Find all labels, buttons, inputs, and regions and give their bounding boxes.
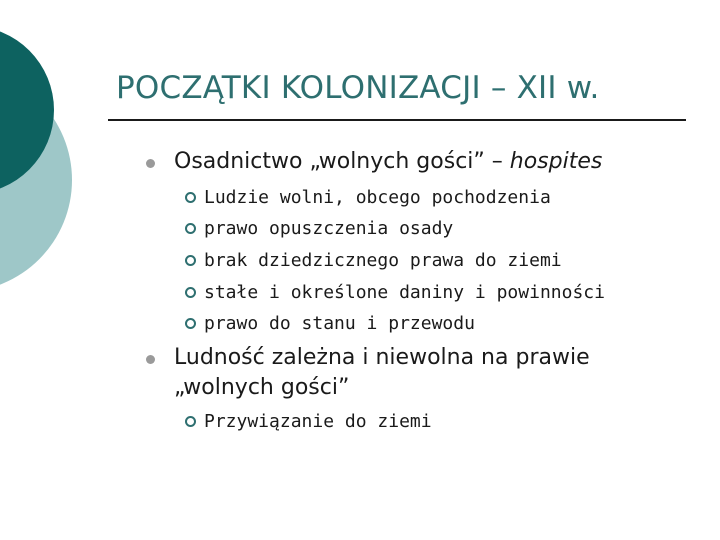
ring-bullet-icon <box>185 318 196 329</box>
bullet-1-italic: hospites <box>509 149 603 174</box>
sub-bullet-2-1 <box>204 411 432 433</box>
slide-title: POCZĄTKI KOLONIZACJI – XII w. <box>116 70 600 106</box>
bullet-dot-icon <box>146 355 155 364</box>
sub-bullet-text: brak dziedzicznego prawa do ziemi <box>204 250 562 271</box>
title-underline <box>108 119 686 121</box>
ring-bullet-icon <box>185 255 196 266</box>
sub-bullet-text: prawo opuszczenia osady <box>204 218 454 239</box>
bullet-2-text: Ludność zależna i niewolna na prawie „wolnych gości” <box>174 345 590 400</box>
ring-bullet-icon <box>185 223 196 234</box>
sub-bullet-text: Przywiązanie do ziemi <box>204 411 432 432</box>
sub-bullet-text: prawo do stanu i przewodu <box>204 313 475 334</box>
sub-bullet-1-4 <box>204 282 605 304</box>
ring-bullet-icon <box>185 192 196 203</box>
sub-bullet-1-3 <box>204 250 562 272</box>
ring-bullet-icon <box>185 287 196 298</box>
sub-bullet-text: stałe i określone daniny i powinności <box>204 282 605 303</box>
ring-bullet-icon <box>185 416 196 427</box>
sub-bullet-1-2 <box>204 218 453 240</box>
bullet-1 <box>174 147 602 177</box>
bullet-dot-icon <box>146 159 155 168</box>
sub-bullet-1-1 <box>204 187 551 209</box>
sub-bullet-1-5 <box>204 313 475 335</box>
bullet-1-text: Osadnictwo „wolnych gości” – <box>174 149 510 174</box>
decorative-circles <box>0 0 110 300</box>
sub-bullet-text: Ludzie wolni, obcego pochodzenia <box>204 187 551 208</box>
bullet-2 <box>174 343 674 403</box>
